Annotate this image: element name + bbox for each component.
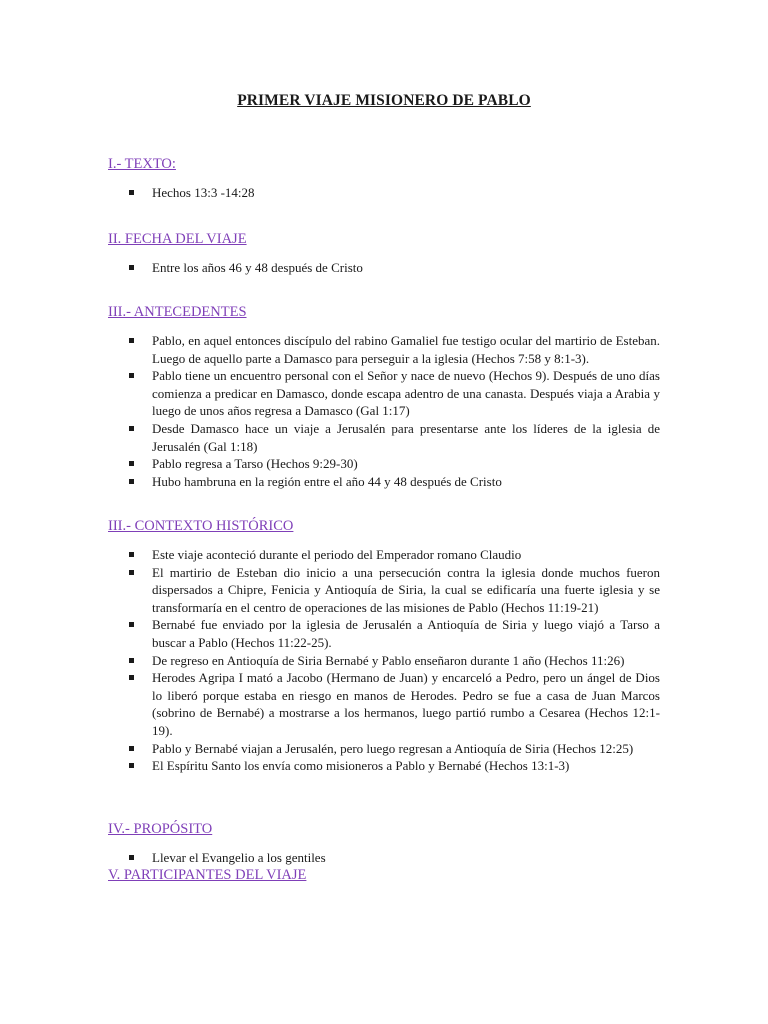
document-title: PRIMER VIAJE MISIONERO DE PABLO (237, 92, 531, 109)
bullet-list-contexto (108, 546, 660, 775)
list-item: Llevar el Evangelio a los gentiles (108, 849, 660, 867)
bullet-list-fecha (108, 259, 660, 277)
section-heading-texto: I.- TEXTO: (108, 156, 176, 172)
list-item: Hubo hambruna en la región entre el año 44 y 48 después de Cristo (108, 473, 660, 491)
list-item: Pablo regresa a Tarso (Hechos 9:29-30) (108, 455, 660, 473)
square-bullet-icon (129, 461, 134, 466)
list-item: Pablo, en aquel entonces discípulo del rabino Gamaliel fue testigo ocular del martirio de Esteban. Luego de aquello parte a Damasco para perseguir a la iglesia (Hechos 7:58 y 8:1-3). (108, 332, 660, 367)
list-item: El Espíritu Santo los envía como misioneros a Pablo y Bernabé (Hechos 13:1-3) (108, 757, 660, 775)
section-heading-antecedentes: III.- ANTECEDENTES (108, 304, 247, 320)
square-bullet-icon (129, 373, 134, 378)
section-heading-proposito: IV.- PROPÓSITO (108, 821, 213, 837)
section-heading-contexto: III.- CONTEXTO HISTÓRICO (108, 518, 294, 534)
list-item: Este viaje aconteció durante el periodo del Emperador romano Claudio (108, 546, 660, 564)
square-bullet-icon (129, 658, 134, 663)
list-item: Pablo y Bernabé viajan a Jerusalén, pero luego regresan a Antioquía de Siria (Hechos 12:25) (108, 740, 660, 758)
list-item: De regreso en Antioquía de Siria Bernabé y Pablo enseñaron durante 1 año (Hechos 11:26) (108, 652, 660, 670)
list-item: Bernabé fue enviado por la iglesia de Jerusalén a Antioquía de Siria y luego viajó a Tarso a buscar a Pablo (Hechos 11:22-25). (108, 616, 660, 651)
list-item: Entre los años 46 y 48 después de Cristo (108, 259, 660, 277)
list-item: Desde Damasco hace un viaje a Jerusalén para presentarse ante los líderes de la iglesia de Jerusalén (Gal 1:18) (108, 420, 660, 455)
square-bullet-icon (129, 570, 134, 575)
list-item: El martirio de Esteban dio inicio a una persecución contra la iglesia donde muchos fueron dispersados a Chipre, Fenicia y Antioquía de Siria, la cual se edificaría una fuerte iglesia y se transformaría en el centro de operaciones de las misiones de Pablo (Hechos 11:19-21) (108, 564, 660, 617)
bullet-list-texto (108, 184, 660, 202)
square-bullet-icon (129, 763, 134, 768)
square-bullet-icon (129, 338, 134, 343)
section-heading-fecha: II. FECHA DEL VIAJE (108, 231, 247, 247)
list-item: Hechos 13:3 -14:28 (108, 184, 660, 202)
square-bullet-icon (129, 746, 134, 751)
square-bullet-icon (129, 479, 134, 484)
square-bullet-icon (129, 265, 134, 270)
square-bullet-icon (129, 552, 134, 557)
square-bullet-icon (129, 675, 134, 680)
list-item: Pablo tiene un encuentro personal con el Señor y nace de nuevo (Hechos 9). Después de uno días comienza a predicar en Damasco, donde escapa adentro de una canasta. Después viaja a Arabia y luego de unos años regresa a Damasco (Gal 1:17) (108, 367, 660, 420)
square-bullet-icon (129, 426, 134, 431)
section-heading-participantes: V. PARTICIPANTES DEL VIAJE (108, 867, 307, 883)
square-bullet-icon (129, 190, 134, 195)
bullet-list-antecedentes (108, 332, 660, 490)
square-bullet-icon (129, 622, 134, 627)
list-item: Herodes Agripa I mató a Jacobo (Hermano de Juan) y encarceló a Pedro, pero un ángel de Dios lo liberó porque estaba en riesgo en manos de Herodes. Pedro se fue a casa de Juan Marcos (sobrino de Bernabé) a mostrarse a los hermanos, luego partió rumbo a Cesarea (Hechos 12:1-19). (108, 669, 660, 739)
bullet-list-proposito (108, 849, 660, 867)
square-bullet-icon (129, 855, 134, 860)
